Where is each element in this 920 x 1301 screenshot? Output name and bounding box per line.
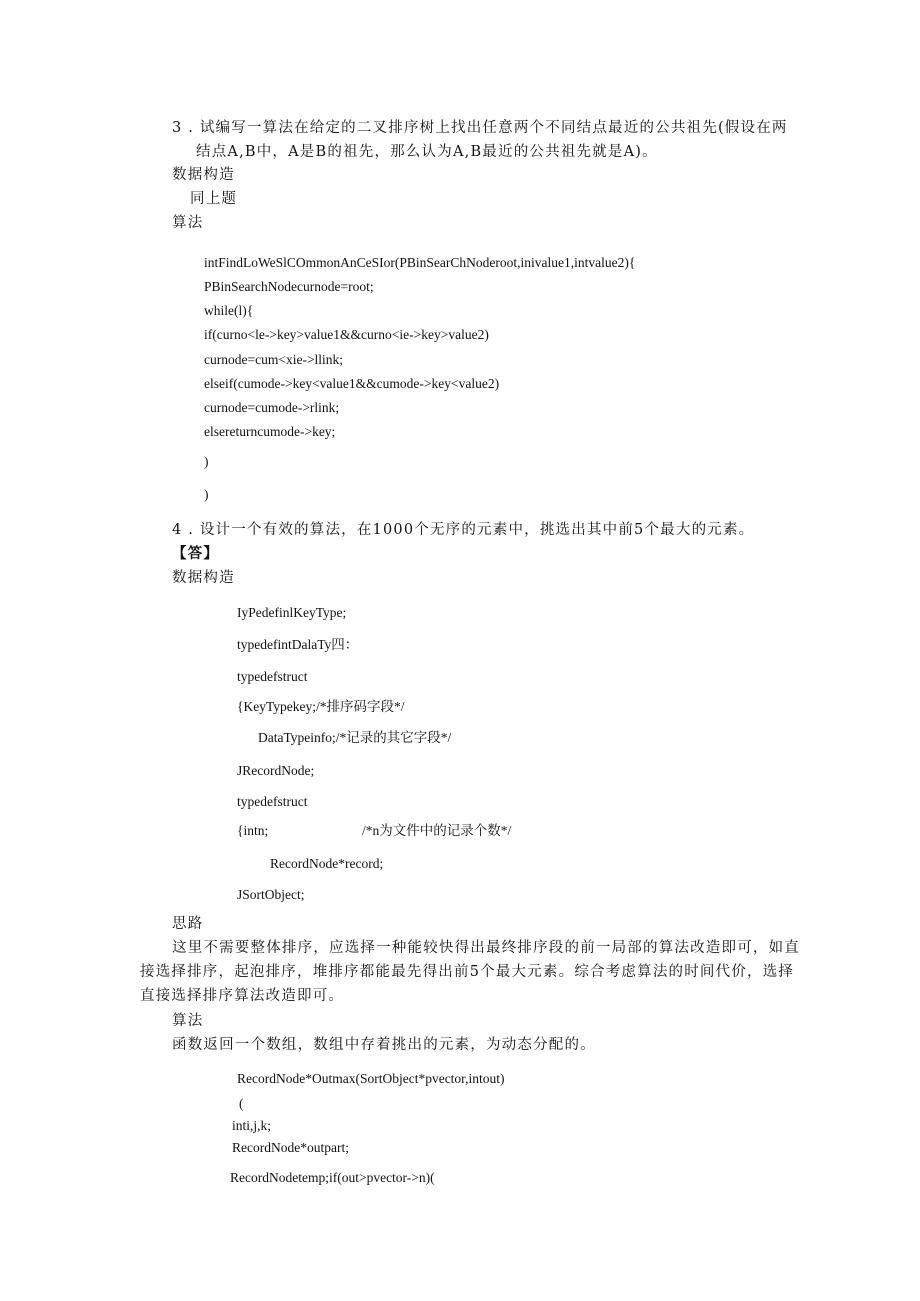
q4-idea-line: 接选择排序，起泡排序，堆排序都能最先得出前5个最大元素。综合考虑算法的时间代价，选择 xyxy=(140,964,795,980)
q3-code-line: ) xyxy=(204,487,209,502)
q4-code2-line: ( xyxy=(239,1096,244,1111)
q4-code-comment: /*n为文件中的记录个数*/ xyxy=(362,823,512,838)
q4-idea-heading: 思路 xyxy=(172,916,204,932)
q3-code-line: if(curno<le->key>value1&&curno<ie->key>value2) xyxy=(204,327,489,342)
q3-code-line: intFindLoWeSlCOmmonAnCeSIor(PBinSearChNoderoot,inivalue1,intvalue2){ xyxy=(204,255,636,270)
q3-statement-line1: 3 . 试编写一算法在给定的二叉排序树上找出任意两个不同结点最近的公共祖先(假设在两 xyxy=(172,120,788,136)
q4-code-line: {intn; xyxy=(237,823,269,838)
q4-code-line: DataTypeinfo;/*记录的其它字段*/ xyxy=(258,730,452,745)
q4-code-line: typedefstruct xyxy=(237,794,308,809)
q3-data-structure-heading: 数据构造 xyxy=(172,167,235,183)
q4-code-line: JRecordNode; xyxy=(237,763,315,778)
q4-code2-line: inti,j,k; xyxy=(232,1118,272,1133)
q3-code-line: while(l){ xyxy=(204,303,254,318)
q3-code-line: ) xyxy=(204,454,209,469)
q4-code-line: typedefstruct xyxy=(237,669,308,684)
q3-same-as-above: 同上题 xyxy=(190,191,238,207)
q4-code2-line: RecordNodetemp;if(out>pvector->n)( xyxy=(230,1170,435,1185)
q4-code2-line: RecordNode*outpart; xyxy=(232,1140,349,1155)
q3-code-line: curnode=cumode->rlink; xyxy=(204,400,340,415)
q3-code-line: elsereturncumode->key; xyxy=(204,424,336,439)
q3-code-line: elseif(cumode->key<value1&&cumode->key<value2) xyxy=(204,376,500,391)
q4-idea-line: 直接选择排序算法改造即可。 xyxy=(140,988,345,1004)
q4-idea-line: 这里不需要整体排序，应选择一种能较快得出最终排序段的前一局部的算法改造即可，如直 xyxy=(172,940,800,956)
q3-algorithm-heading: 算法 xyxy=(172,215,204,231)
q4-data-structure-heading: 数据构造 xyxy=(172,570,235,586)
q4-algorithm-description: 函数返回一个数组，数组中存着挑出的元素，为动态分配的。 xyxy=(172,1037,596,1053)
q4-algorithm-heading: 算法 xyxy=(172,1013,204,1029)
q4-code-line: IyPedefinlKeyType; xyxy=(237,605,347,620)
q3-code-line: PBinSearchNodecurnode=root; xyxy=(204,279,374,294)
q4-code-line: JSortObject; xyxy=(237,887,305,902)
q4-code-line: {KeyTypekey;/*排序码字段*/ xyxy=(237,699,405,714)
q3-statement-line2: 结点A,B中，A是B的祖先，那么认为A,B最近的公共祖先就是A)。 xyxy=(196,144,658,160)
q4-code2-line: RecordNode*Outmax(SortObject*pvector,intout) xyxy=(237,1071,505,1086)
q4-answer-tag: 【答】 xyxy=(172,545,220,562)
q3-code-line: curnode=cum<xie->llink; xyxy=(204,352,344,367)
q4-code-line: RecordNode*record; xyxy=(270,856,384,871)
q4-code-line: typedefintDalaTy四： xyxy=(237,637,359,652)
q4-statement: 4 . 设计一个有效的算法，在1000个无序的元素中，挑选出其中前5个最大的元素。 xyxy=(172,522,755,538)
